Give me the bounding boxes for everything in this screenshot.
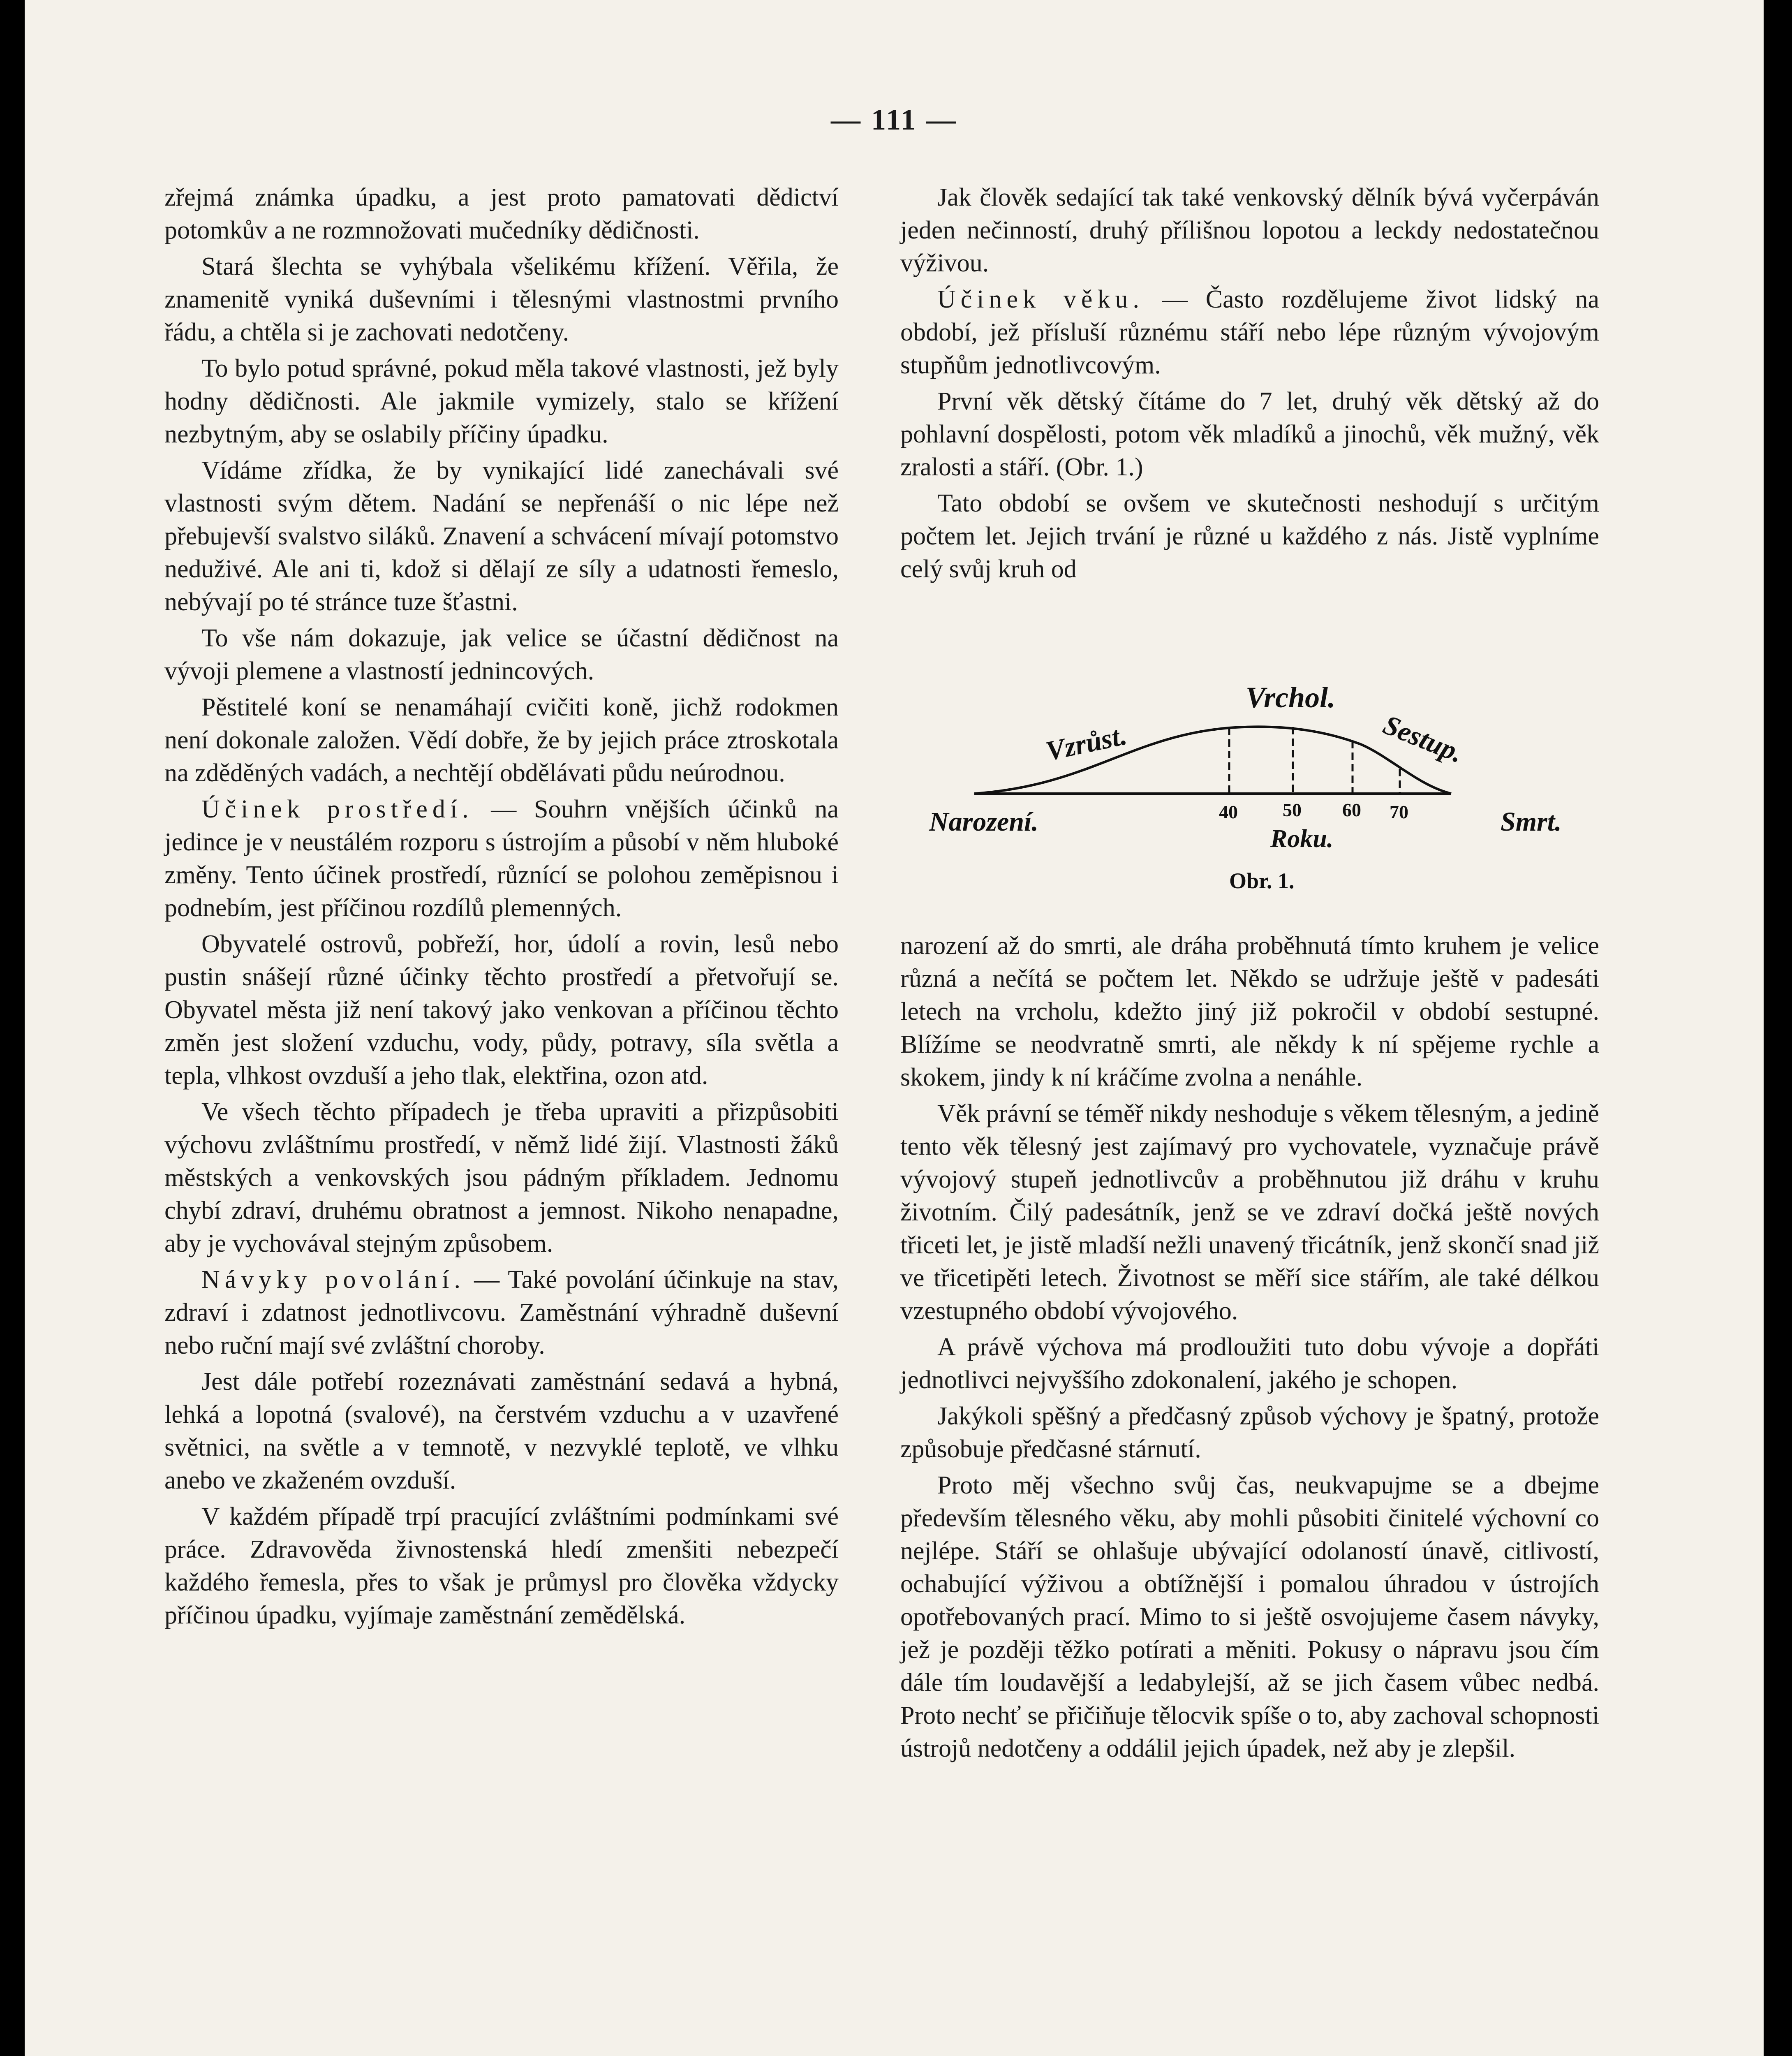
page-number: — 111 — bbox=[830, 103, 958, 136]
book-page bbox=[25, 0, 1764, 2056]
label-roku: Roku. bbox=[1270, 825, 1334, 853]
paragraph bbox=[164, 928, 839, 1092]
paragraph bbox=[164, 1500, 839, 1632]
label-vrchol: Vrchol. bbox=[1246, 681, 1336, 714]
left-column bbox=[164, 181, 839, 1635]
paragraph bbox=[164, 352, 839, 451]
paragraph-text: — Souhrn vnějších účinků na jedince je v neustálém rozporu s ústrojím a působí v něm hluboké změny. Tento účinek prostředí, různící se polohou zeměpisnou i podnebím, jest příčinou rozdílů plemenných. bbox=[164, 795, 839, 922]
paragraph-text: Jakýkoli spěšný a předčasný způsob výchovy je špatný, protože způsobuje předčasné stárnutí. bbox=[900, 1402, 1599, 1463]
paragraph bbox=[164, 691, 839, 790]
paragraph-text: Ve všech těchto případech je třeba upraviti a přizpůsobiti výchovu zvláštnímu prostředí, v němž lidé žijí. Vlastnosti žáků městských a venkovských jsou pádným příkladem. Jednomu chybí zdraví, druhému obratnost a jemnost. Nikoho nenapadne, aby je vychovával stejným způsobem. bbox=[164, 1098, 839, 1257]
paragraph-text: To bylo potud správné, pokud měla takové vlastnosti, jež byly hodny dědičnosti. Ale jakmile vymizely, stalo se křížení nezbytným, aby se oslabily příčiny úpadku. bbox=[164, 354, 839, 448]
paragraph bbox=[164, 793, 839, 924]
paragraph bbox=[900, 487, 1599, 586]
paragraph bbox=[900, 1331, 1599, 1396]
paragraph-text: narození až do smrti, ale dráha proběhnutá tímto kruhem je velice různá a nečítá se počtem let. Někdo se udržuje ještě v padesáti letech na vrcholu, kdežto jiný již pokročil v období sestupné. Blížíme se neodvratně smrti, ale někdy k ní spějeme rychle a skokem, jindy k ní kráčíme zvolna a nenáhle. bbox=[900, 932, 1599, 1091]
paragraph bbox=[164, 622, 839, 688]
paragraph bbox=[164, 250, 839, 349]
tick-label-50: 50 bbox=[1283, 799, 1302, 820]
paragraph bbox=[900, 1469, 1599, 1765]
paragraph-text: V každém případě trpí pracující zvláštními podmínkami své práce. Zdravověda živnostenská hledí zmenšiti nebezpečí každého řemesla, přes to však je průmysl pro člověka vždycky příčinou úpadku, vyjímaje zaměstnání zemědělská. bbox=[164, 1503, 839, 1629]
paragraph bbox=[164, 1263, 839, 1362]
paragraph bbox=[900, 1097, 1599, 1327]
paragraph bbox=[164, 1095, 839, 1260]
figure-caption: Obr. 1. bbox=[1229, 868, 1295, 893]
section-heading: Účinek věku. bbox=[937, 285, 1144, 313]
paragraph-text: Jak člověk sedající tak také venkovský dělník bývá vyčerpáván jeden nečinností, druhý přílišnou lopotou a leckdy nedostatečnou výživou. bbox=[900, 183, 1599, 277]
paragraph-text: První věk dětský čítáme do 7 let, druhý věk dětský až do pohlavní dospělosti, potom věk mladíků a jinochů, věk mužný, věk zralosti a stáří. (Obr. 1.) bbox=[900, 387, 1599, 481]
section-heading: Účinek prostředí. bbox=[201, 795, 474, 823]
tick-label-70: 70 bbox=[1390, 801, 1408, 822]
paragraph-text: Pěstitelé koní se nenamáhají cvičiti koně, jichž rodokmen není dokonale založen. Vědí dobře, že by jejich práce ztroskotala na zděděných vadách, a nechtějí obdělávati půdu neúrodnou. bbox=[164, 693, 839, 787]
label-sestup: Sestup. bbox=[1379, 708, 1468, 769]
paragraph-text: Proto měj všechno svůj čas, neukvapujme se a dbejme především tělesného věku, aby mohli působiti činitelé výchovní co nejlépe. Stáří se ohlašuje ubývající odolaností únavě, citlivostí, ochabující výživou a obtížnější i pomalou úhradou v ústrojích opotřebovaných prací. Mimo to si ještě osvojujeme časem návyky, jež je později těžko potírati a měniti. Pokusy o nápravu jsou čím dále tím loudavější a ledabylejší, až se jich časem vůbec nedbá. Proto nechť se přičiňuje tělocvik spíše o to, aby zachoval schopnosti ústrojů nedotčeny a oddálil jejich úpadek, než aby je zlepšil. bbox=[900, 1471, 1599, 1762]
paragraph-text: To vše nám dokazuje, jak velice se účastní dědičnost na vývoji plemene a vlastností jednincových. bbox=[164, 624, 839, 685]
paragraph-text: Věk právní se téměř nikdy neshoduje s věkem tělesným, a jedině tento věk tělesný jest zajímavý pro vychovatele, vyznačuje právě vývojový stupeň jednotlivcův a proběhnutou již dráhu v kruhu životním. Čilý padesátník, jenž se ve zdraví dočká ještě nových třiceti let, je jistě mladší nežli unavený třicátník, jenž skončí snad již ve třicetipěti letech. Životnost se měří sice stářím, ale také délkou vzestupného období vývojového. bbox=[900, 1100, 1599, 1325]
paragraph-text: — Také povolání účinkuje na stav, zdraví i zdatnost jednotlivcovu. Zaměstnání výhradně duševní nebo ruční mají své zvláštní choroby. bbox=[164, 1266, 839, 1359]
paragraph-text: Jest dále potřebí rozeznávati zaměstnání sedavá a hybná, lehká a lopotná (svalové), na čerstvém vzduchu a v uzavřené světnici, na světle a v temnotě, v nezvyklé teplotě, ve vlhku anebo ve zkaženém ovzduší. bbox=[164, 1368, 839, 1494]
label-narozeni: Narození. bbox=[929, 807, 1038, 837]
label-smrt: Smrt. bbox=[1501, 807, 1562, 837]
paragraph-text: Obyvatelé ostrovů, pobřeží, hor, údolí a rovin, lesů nebo pustin snášejí různé účinky těchto prostředí a přetvořují se. Obyvatel města již není takový jako venkovan a příčinou těchto změn jest složení vzduchu, vody, půdy, potravy, síla světla a tepla, vlhkost ovzduší a jeho tlak, elektřina, ozon atd. bbox=[164, 930, 839, 1090]
paragraph bbox=[900, 283, 1599, 382]
paragraph bbox=[900, 385, 1599, 484]
life-curve-diagram bbox=[917, 674, 1599, 896]
paragraph-text: — Často rozdělujeme život lidský na období, jež přísluší různému stáří nebo lépe různým vývojovým stupňům jednotlivcovým. bbox=[900, 285, 1599, 379]
paragraph-text: Stará šlechta se vyhýbala všelikému křížení. Věřila, že znamenitě vyniká duševními i tělesnými vlastnostmi prvního řádu, a chtěla si je zachovati nedotčeny. bbox=[164, 252, 839, 346]
paragraph bbox=[900, 181, 1599, 280]
paragraph bbox=[900, 1400, 1599, 1466]
label-vzrust: Vzrůst. bbox=[1043, 719, 1130, 767]
paragraph bbox=[164, 454, 839, 618]
paragraph bbox=[900, 929, 1599, 1094]
paragraph bbox=[164, 181, 839, 247]
paragraph-text: Tato období se ovšem ve skutečnosti neshodují s určitým počtem let. Jejich trvání je různé u každého z nás. Jistě vyplníme celý svůj kruh od bbox=[900, 489, 1599, 583]
tick-label-60: 60 bbox=[1342, 799, 1361, 820]
tick-label-40: 40 bbox=[1219, 801, 1238, 822]
figure-life-curve bbox=[917, 674, 1599, 896]
paragraph-text: zřejmá známka úpadku, a jest proto pamatovati dědictví potomkův a ne rozmnožovati mučedníky dědičnosti. bbox=[164, 183, 839, 244]
paragraph-text: Vídáme zřídka, že by vynikající lidé zanechávali své vlastnosti svým dětem. Nadání se nepřenáší o nic lépe než přebujevší svalstvo siláků. Znavení a schvácení mívají potomstvo neduživé. Ale ani ti, kdož si dělají ze síly a udatnosti řemeslo, nebývají po té stránce tuze šťastni. bbox=[164, 456, 839, 616]
right-column-bottom bbox=[900, 929, 1599, 1768]
paragraph-text: A právě výchova má prodloužiti tuto dobu vývoje a dopřáti jednotlivci nejvyššího zdokonalení, jakého je schopen. bbox=[900, 1333, 1599, 1394]
paragraph bbox=[164, 1365, 839, 1497]
section-heading: Návyky povolání. bbox=[201, 1266, 465, 1294]
right-column-top bbox=[900, 181, 1599, 589]
